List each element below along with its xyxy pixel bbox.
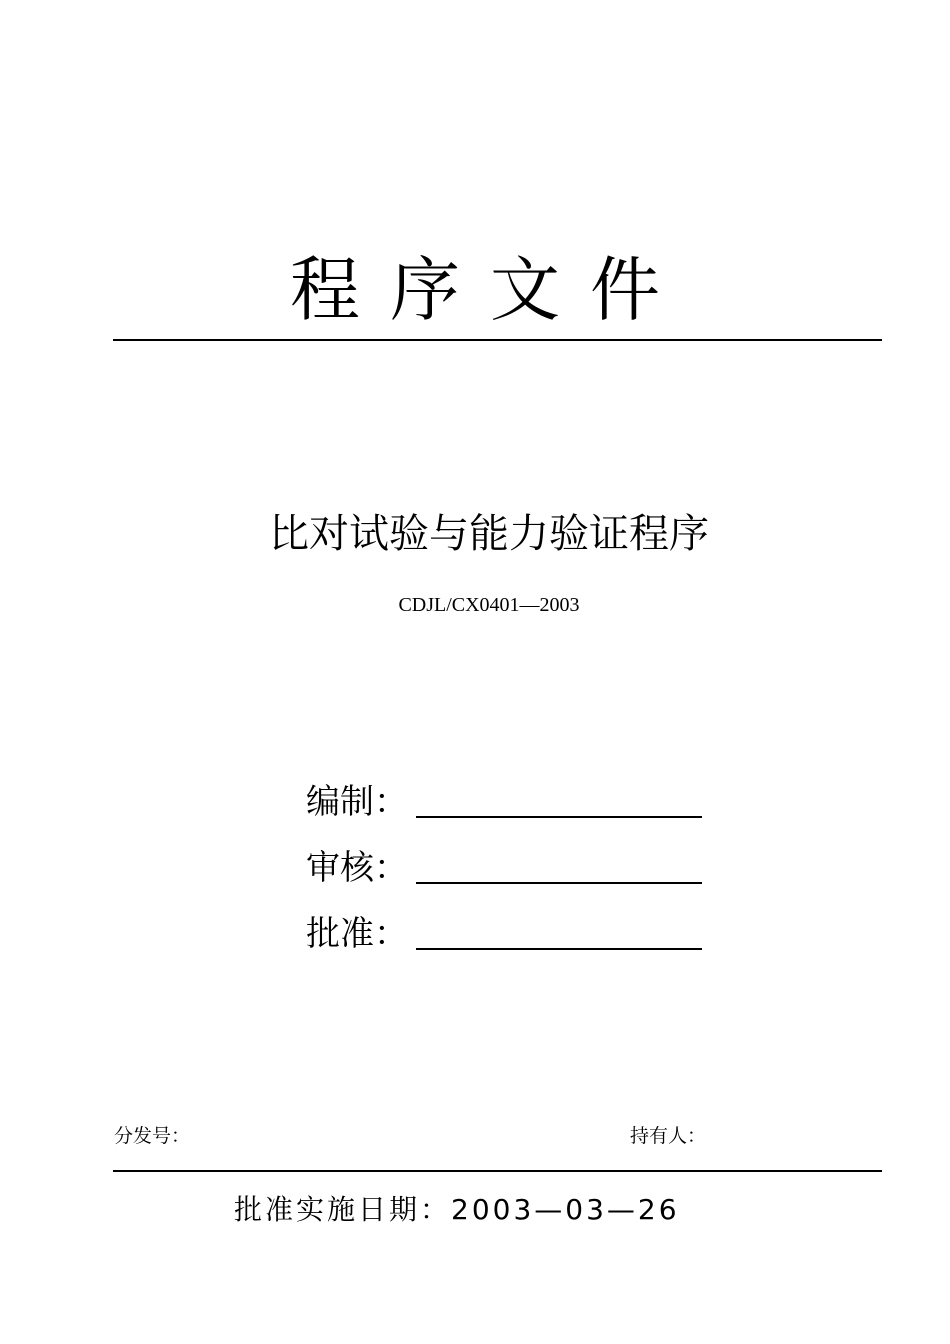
effective-date-value: 2003—03—26 (451, 1193, 680, 1226)
reviewed-by-label: 审核： (306, 848, 408, 888)
bottom-divider (113, 1170, 882, 1172)
approved-by-label: 批准： (306, 914, 408, 954)
document-type-heading: 程序文件 (290, 249, 690, 331)
approved-by-row (306, 908, 702, 956)
document-code: CDJL/CX0401—2003 (398, 594, 580, 616)
top-divider (113, 339, 882, 341)
compiled-by-field[interactable] (416, 816, 702, 818)
holder-label: 持有人： (630, 1125, 707, 1147)
reviewed-by-row (306, 842, 702, 890)
document-title: 比对试验与能力验证程序 (269, 511, 709, 557)
distribution-number-label: 分发号： (114, 1125, 191, 1147)
reviewed-by-field[interactable] (416, 882, 702, 884)
approved-by-field[interactable] (416, 948, 702, 950)
compiled-by-row (306, 776, 702, 824)
effective-date-label: 批准实施日期： (234, 1193, 452, 1226)
effective-date-line (234, 1190, 680, 1230)
compiled-by-label: 编制： (306, 782, 408, 822)
